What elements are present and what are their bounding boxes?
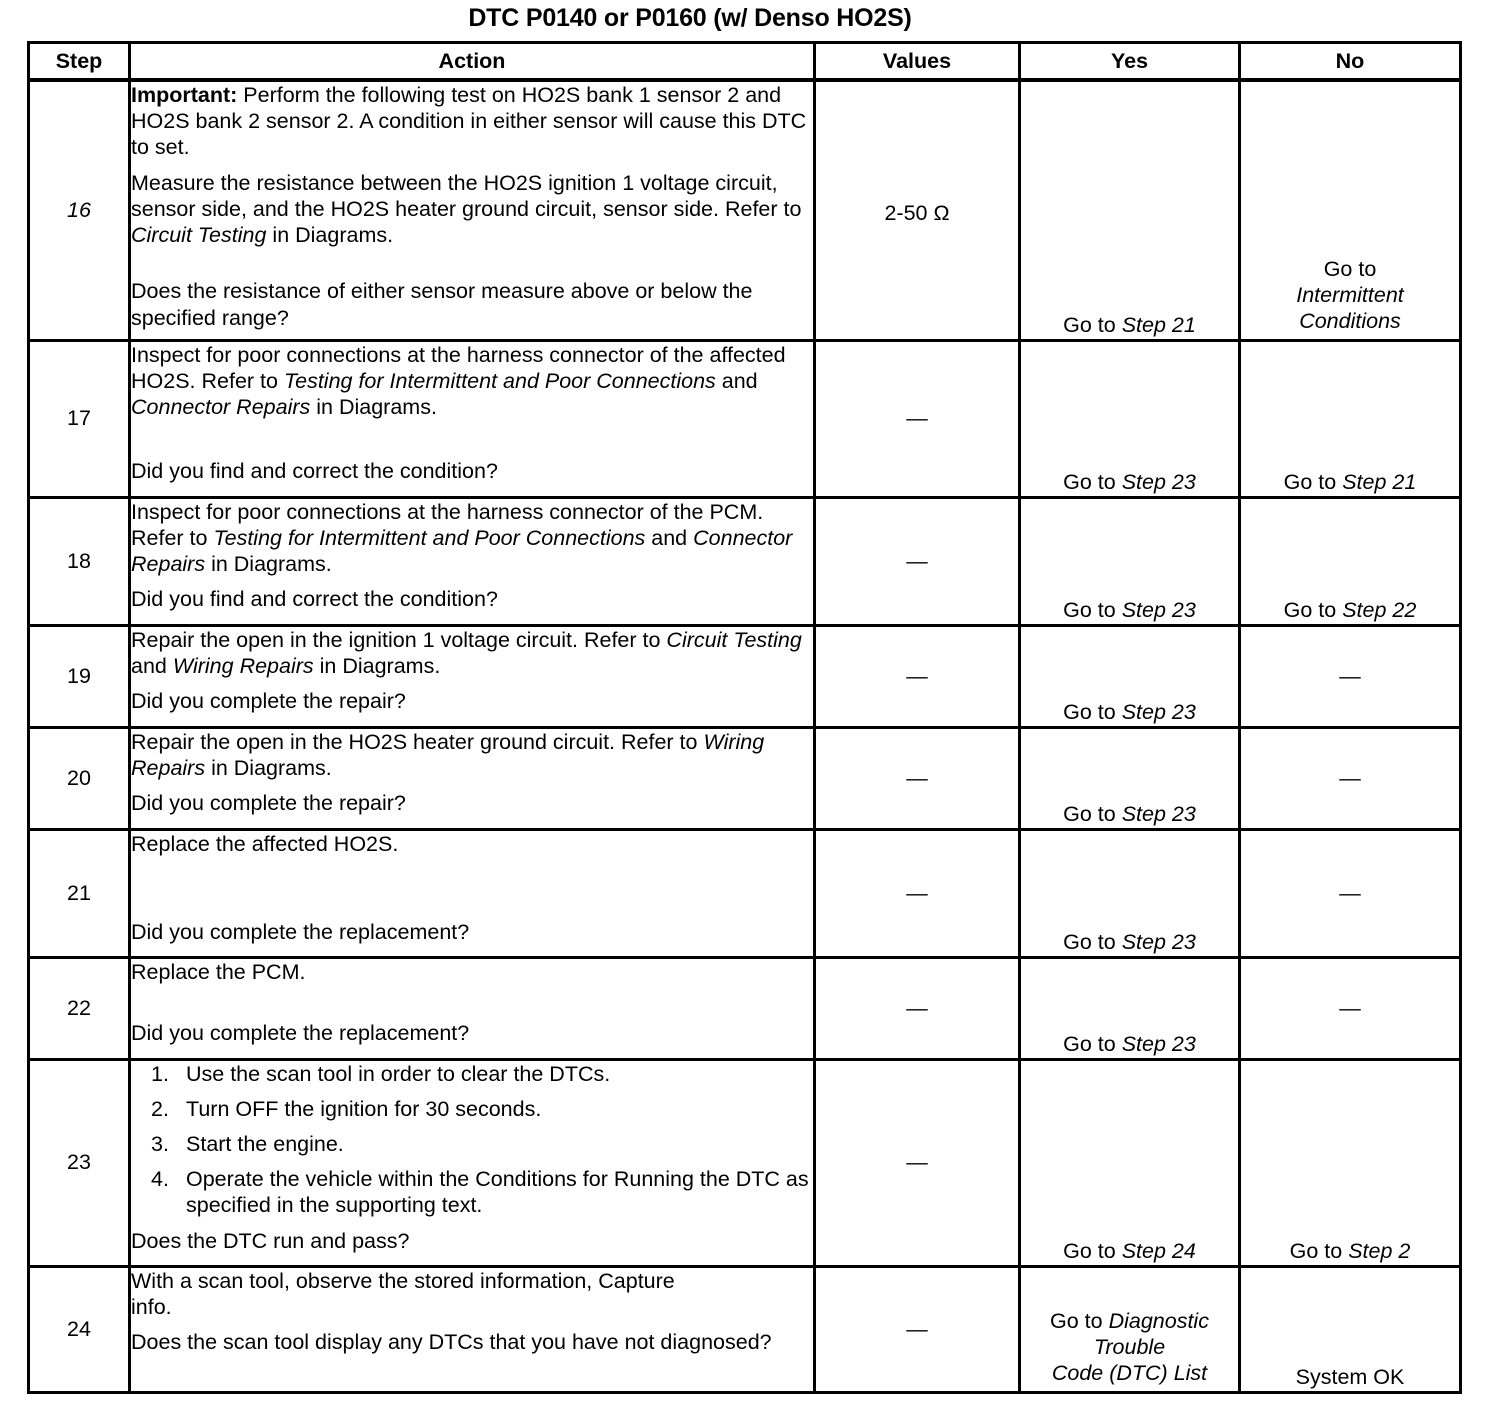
reference-link[interactable]: Circuit Testing	[666, 627, 802, 652]
no-cell: —	[1240, 625, 1461, 727]
goto-dtc-list-link[interactable]: Code (DTC) List	[1051, 1361, 1208, 1386]
step-number: 20	[29, 727, 130, 829]
item-number: 1.	[151, 1061, 169, 1086]
action-question: Did you find and correct the condition?	[131, 587, 498, 612]
yes-cell	[1020, 497, 1240, 625]
step-number: 19	[29, 625, 130, 727]
item-number: 4.	[151, 1167, 169, 1192]
goto-step-link[interactable]: Step 23	[1121, 598, 1196, 623]
values-cell: —	[815, 727, 1020, 829]
no-cell	[1240, 80, 1461, 340]
goto-step-link[interactable]: Step 23	[1121, 700, 1196, 725]
no-cell: —	[1240, 727, 1461, 829]
action-cell	[130, 625, 815, 727]
values-cell: —	[815, 829, 1020, 957]
action-text	[131, 342, 813, 421]
reference-link[interactable]: Circuit Testing	[131, 223, 267, 248]
goto-dtc-list-link[interactable]: Diagnostic	[1108, 1308, 1209, 1333]
goto-text: Go to	[1283, 598, 1343, 623]
reference-link[interactable]: Wiring Repairs	[172, 653, 314, 678]
goto-step-link[interactable]: Step 22	[1342, 598, 1417, 623]
step-number: 22	[29, 957, 130, 1059]
action-text-part: Measure the resistance between the HO2S ignition 1 voltage circuit, sensor side, and the HO2S heater ground circuit, sensor side. Refer to	[131, 170, 802, 221]
goto-text: Go to	[1063, 313, 1122, 338]
values-cell: —	[815, 957, 1020, 1059]
goto-text: Go to	[1063, 470, 1122, 495]
action-text: Replace the PCM.	[131, 959, 306, 984]
procedure-item	[151, 1096, 813, 1122]
action-question: Does the resistance of either sensor measure above or below the specified range?	[131, 279, 753, 330]
action-text-part: and	[715, 368, 758, 393]
procedure-item	[151, 1131, 813, 1157]
action-text	[131, 499, 813, 578]
action-cell	[130, 80, 815, 340]
reference-link[interactable]: Testing for Intermittent and Poor Connections	[283, 368, 716, 393]
procedure-item	[151, 1166, 813, 1218]
action-text-part: and	[645, 525, 694, 550]
action-text-part: and	[131, 653, 173, 678]
procedure-item	[151, 1061, 813, 1087]
goto-text: Go to	[1063, 700, 1122, 725]
goto-conditions-link[interactable]: Conditions	[1299, 309, 1401, 334]
action-question: Did you find and correct the condition?	[131, 459, 498, 484]
yes-cell	[1020, 340, 1240, 497]
reference-link[interactable]: Wiring Repairs	[131, 729, 765, 780]
goto-text: Go to	[1323, 256, 1377, 281]
goto-step-link[interactable]: Step 2	[1348, 1239, 1411, 1264]
goto-text: Go to	[1063, 802, 1122, 827]
yes-cell	[1020, 625, 1240, 727]
action-question: Does the scan tool display any DTCs that you have not diagnosed?	[131, 1329, 772, 1354]
goto-text: Go to	[1063, 1239, 1122, 1264]
action-text	[131, 729, 813, 781]
no-cell	[1240, 497, 1461, 625]
action-cell	[130, 1266, 815, 1392]
header-action: Action	[130, 43, 815, 81]
action-text-part: Repair the open in the HO2S heater ground circuit. Refer to	[131, 729, 704, 754]
item-text: Start the engine.	[186, 1131, 344, 1156]
table-row	[29, 340, 1461, 497]
no-cell: —	[1240, 829, 1461, 957]
goto-step-link[interactable]: Step 23	[1121, 1032, 1196, 1057]
procedure-list	[131, 1061, 813, 1219]
action-question: Did you complete the replacement?	[131, 1020, 470, 1045]
action-text: Replace the affected HO2S.	[131, 831, 399, 856]
action-question: Did you complete the repair?	[131, 790, 406, 815]
important-label: Important:	[131, 83, 238, 107]
values-cell: 2-50 Ω	[815, 80, 1020, 340]
action-cell	[130, 1059, 815, 1266]
header-values: Values	[815, 43, 1020, 81]
goto-intermittent-link[interactable]: Intermittent	[1296, 283, 1404, 308]
goto-text: Go to	[1063, 930, 1122, 955]
header-step: Step	[29, 43, 130, 81]
action-text	[131, 627, 813, 679]
goto-dtc-list-link[interactable]: Trouble	[1093, 1335, 1166, 1360]
action-question: Did you complete the replacement?	[131, 919, 470, 944]
item-number: 2.	[151, 1096, 169, 1121]
goto-step-link[interactable]: Step 24	[1121, 1239, 1196, 1264]
action-text-part: in Diagrams.	[313, 653, 441, 678]
no-cell	[1240, 340, 1461, 497]
page-title: DTC P0140 or P0160 (w/ Denso HO2S)	[468, 4, 912, 32]
goto-step-link[interactable]: Step 23	[1121, 470, 1196, 495]
item-text: Turn OFF the ignition for 30 seconds.	[186, 1096, 542, 1121]
yes-cell	[1020, 80, 1240, 340]
table-row	[29, 625, 1461, 727]
action-text-part: Inspect for poor connections at the harness connector of the affected HO2S. Refer to	[131, 342, 786, 393]
goto-text: Go to	[1050, 1308, 1109, 1333]
action-text-part: in Diagrams.	[266, 223, 394, 248]
action-cell	[130, 340, 815, 497]
step-number: 21	[29, 829, 130, 957]
table-row	[29, 727, 1461, 829]
action-text-part: Repair the open in the ignition 1 voltage circuit. Refer to	[131, 627, 667, 652]
yes-cell	[1020, 829, 1240, 957]
values-cell: —	[815, 497, 1020, 625]
diagnostic-table	[27, 41, 1462, 1394]
item-text: Operate the vehicle within the Conditions for Running the DTC as specified in the supporting text.	[186, 1167, 809, 1218]
reference-link[interactable]: Connector Repairs	[131, 525, 793, 576]
table-row	[29, 957, 1461, 1059]
table-row	[29, 829, 1461, 957]
goto-text: Go to	[1063, 1032, 1122, 1057]
step-number: 17	[29, 340, 130, 497]
goto-text: Go to	[1283, 470, 1343, 495]
step-number: 16	[29, 80, 130, 340]
values-cell: —	[815, 1059, 1020, 1266]
item-number: 3.	[151, 1131, 169, 1156]
important-note	[131, 82, 813, 161]
values-cell: —	[815, 1266, 1020, 1392]
table-row	[29, 1266, 1461, 1392]
yes-cell	[1020, 1059, 1240, 1266]
yes-cell	[1020, 727, 1240, 829]
action-text-part: in Diagrams.	[205, 755, 332, 780]
action-cell	[130, 829, 815, 957]
no-cell: —	[1240, 957, 1461, 1059]
step-number: 23	[29, 1059, 130, 1266]
action-cell	[130, 727, 815, 829]
reference-link[interactable]: Connector Repairs	[131, 394, 311, 419]
header-yes: Yes	[1020, 43, 1240, 81]
table-row	[29, 80, 1461, 340]
action-text-part: in Diagrams.	[310, 394, 437, 419]
action-question: Did you complete the repair?	[131, 688, 406, 713]
no-cell	[1240, 1059, 1461, 1266]
action-text-part: Inspect for poor connections at the harness connector of the PCM. Refer to	[131, 499, 764, 550]
action-text: With a scan tool, observe the stored information, Capture info.	[131, 1268, 675, 1319]
item-text: Use the scan tool in order to clear the DTCs.	[186, 1061, 611, 1086]
step-number: 18	[29, 497, 130, 625]
action-question: Does the DTC run and pass?	[131, 1228, 410, 1253]
action-cell	[130, 957, 815, 1059]
goto-step-link[interactable]: Step 23	[1121, 930, 1196, 955]
action-text-part: in Diagrams.	[205, 551, 332, 576]
yes-cell	[1020, 1266, 1240, 1392]
goto-text: Go to	[1289, 1239, 1349, 1264]
table-row	[29, 1059, 1461, 1266]
yes-cell	[1020, 957, 1240, 1059]
no-cell: System OK	[1240, 1266, 1461, 1392]
goto-step-link[interactable]: Step 21	[1121, 313, 1196, 338]
goto-text: Go to	[1063, 598, 1122, 623]
values-cell: —	[815, 340, 1020, 497]
goto-step-link[interactable]: Step 21	[1342, 470, 1417, 495]
values-cell: —	[815, 625, 1020, 727]
step-number: 24	[29, 1266, 130, 1392]
action-cell	[130, 497, 815, 625]
important-text: Perform the following test on HO2S bank 1 sensor 2 and HO2S bank 2 sensor 2. A condition in either sensor will cause this DTC to set.	[131, 83, 807, 160]
action-text	[131, 170, 813, 249]
reference-link[interactable]: Testing for Intermittent and Poor Connections	[213, 525, 646, 550]
goto-step-link[interactable]: Step 23	[1121, 802, 1196, 827]
table-header-row	[29, 43, 1461, 81]
table-row	[29, 497, 1461, 625]
header-no: No	[1240, 43, 1461, 81]
